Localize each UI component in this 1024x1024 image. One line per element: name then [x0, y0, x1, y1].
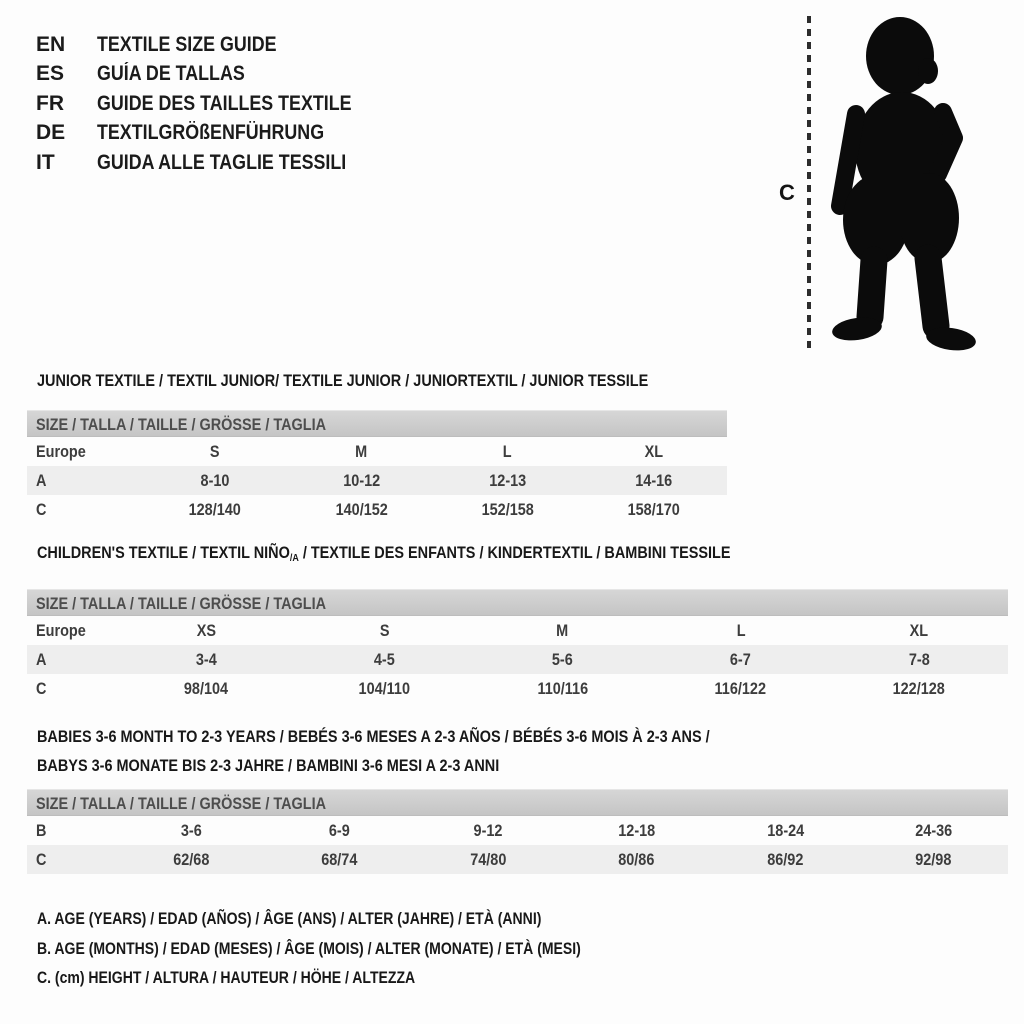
row-label: A — [36, 471, 47, 490]
table-row — [27, 495, 727, 524]
language-code: FR — [36, 91, 64, 115]
row-label: C — [36, 850, 47, 869]
table-row — [27, 816, 1008, 845]
size-cell: 98/104 — [183, 679, 229, 698]
row-label: A — [36, 650, 47, 669]
size-cell: 74/80 — [470, 850, 507, 869]
section-heading-junior: JUNIOR TEXTILE / TEXTIL JUNIOR/ TEXTILE JUNIOR / JUNIORTEXTIL / JUNIOR TESSILE — [37, 371, 649, 390]
language-row — [36, 89, 396, 118]
size-cell: XL — [644, 442, 664, 461]
size-cell: 68/74 — [321, 850, 358, 869]
size-cell: XS — [196, 621, 216, 640]
size-cell: 62/68 — [173, 850, 210, 869]
legend-line-a: A. AGE (YEARS) / EDAD (AÑOS) / ÂGE (ANS) / ALTER (JAHRE) / ETÀ (ANNI) — [37, 910, 542, 928]
size-cell: 12-13 — [489, 471, 527, 490]
size-cell: L — [503, 442, 513, 461]
measurement-legend — [37, 905, 677, 994]
table-row — [27, 616, 1008, 645]
size-cell: 152/158 — [481, 500, 534, 519]
size-cell: 9-12 — [473, 821, 503, 840]
size-cell: 7-8 — [908, 650, 930, 669]
height-measure-dotted-line — [807, 16, 811, 354]
guide-title: TEXTILE SIZE GUIDE — [97, 33, 277, 56]
size-cell: 80/86 — [618, 850, 655, 869]
table-size-header: SIZE / TALLA / TAILLE / GRÖSSE / TAGLIA — [27, 410, 727, 437]
legend-line-b: B. AGE (MONTHS) / EDAD (MESES) / ÂGE (MOIS) / ALTER (MONATE) / ETÀ (MESI) — [37, 939, 581, 958]
language-code: IT — [36, 150, 55, 174]
table-size-header: SIZE / TALLA / TAILLE / GRÖSSE / TAGLIA — [27, 789, 1008, 816]
language-row — [36, 30, 396, 59]
children-size-table — [27, 589, 1008, 703]
size-cell: 116/122 — [714, 679, 767, 698]
size-cell: M — [355, 442, 368, 461]
section-heading-children: CHILDREN'S TEXTILE / TEXTIL NIÑO/A / TEXTILE DES ENFANTS / KINDERTEXTIL / BAMBINI TESSILE — [37, 543, 731, 564]
baby-silhouette-icon — [826, 14, 978, 354]
language-row — [36, 59, 396, 88]
size-cell: S — [379, 621, 390, 640]
row-label: Europe — [36, 621, 86, 640]
size-cell: 4-5 — [373, 650, 395, 669]
language-title-list — [36, 30, 396, 177]
language-code: EN — [36, 33, 66, 56]
size-cell: 18-24 — [766, 821, 804, 840]
size-cell: 6-9 — [329, 821, 351, 840]
size-cell: M — [556, 621, 569, 640]
size-cell: 3-4 — [195, 650, 217, 669]
language-code: DE — [36, 121, 66, 145]
table-body — [27, 437, 727, 524]
size-cell: 158/170 — [627, 500, 680, 519]
language-row — [36, 118, 396, 147]
language-code: ES — [36, 62, 65, 86]
table-row — [27, 437, 727, 466]
guide-title: GUIDA ALLE TAGLIE TESSILI — [97, 150, 347, 174]
table-body — [27, 616, 1008, 703]
size-cell: 6-7 — [730, 650, 752, 669]
size-cell: 8-10 — [200, 471, 230, 490]
size-cell: 12-18 — [618, 821, 656, 840]
size-cell: XL — [909, 621, 929, 640]
table-row — [27, 466, 727, 495]
guide-title: GUIDE DES TAILLES TEXTILE — [97, 91, 352, 115]
babies-size-table — [27, 789, 1008, 874]
height-measure-label: C — [779, 180, 795, 205]
size-cell: 110/116 — [537, 679, 588, 698]
table-row — [27, 645, 1008, 674]
table-row — [27, 674, 1008, 703]
junior-size-table — [27, 410, 727, 524]
size-cell: 140/152 — [335, 500, 388, 519]
row-label: C — [36, 679, 47, 698]
table-row — [27, 845, 1008, 874]
size-cell: 122/128 — [892, 679, 946, 698]
heading-subscript: /A — [289, 551, 299, 564]
size-cell: 5-6 — [552, 650, 573, 669]
size-cell: 104/110 — [358, 679, 411, 698]
row-label: Europe — [36, 442, 86, 461]
table-size-header: SIZE / TALLA / TAILLE / GRÖSSE / TAGLIA — [27, 589, 1008, 616]
size-cell: S — [210, 442, 220, 461]
size-cell: 14-16 — [635, 471, 673, 490]
size-cell: 128/140 — [188, 500, 242, 519]
size-cell: L — [736, 621, 746, 640]
table-body — [27, 816, 1008, 874]
guide-title: GUÍA DE TALLAS — [97, 62, 245, 86]
size-cell: 3-6 — [180, 821, 202, 840]
size-cell: 24-36 — [915, 821, 953, 840]
language-row — [36, 148, 396, 177]
section-heading-babies: BABIES 3-6 MONTH TO 2-3 YEARS / BEBÉS 3-6 MESES A 2-3 AÑOS / BÉBÉS 3-6 MOIS À 2-3 ANS / BABYS 3-6 MONATE BIS 2-3 JAHRE / BAMBINI 3-6 MESI A 2-3 ANNI — [37, 727, 710, 775]
row-label: C — [36, 500, 47, 519]
legend-line-c: C. (cm) HEIGHT / ALTURA / HAUTEUR / HÖHE / ALTEZZA — [37, 969, 416, 988]
guide-title: TEXTILGRÖßENFÜHRUNG — [97, 121, 325, 145]
size-cell: 10-12 — [342, 471, 380, 490]
size-cell: 92/98 — [915, 850, 952, 869]
row-label: B — [36, 821, 47, 840]
size-cell: 86/92 — [767, 850, 804, 869]
